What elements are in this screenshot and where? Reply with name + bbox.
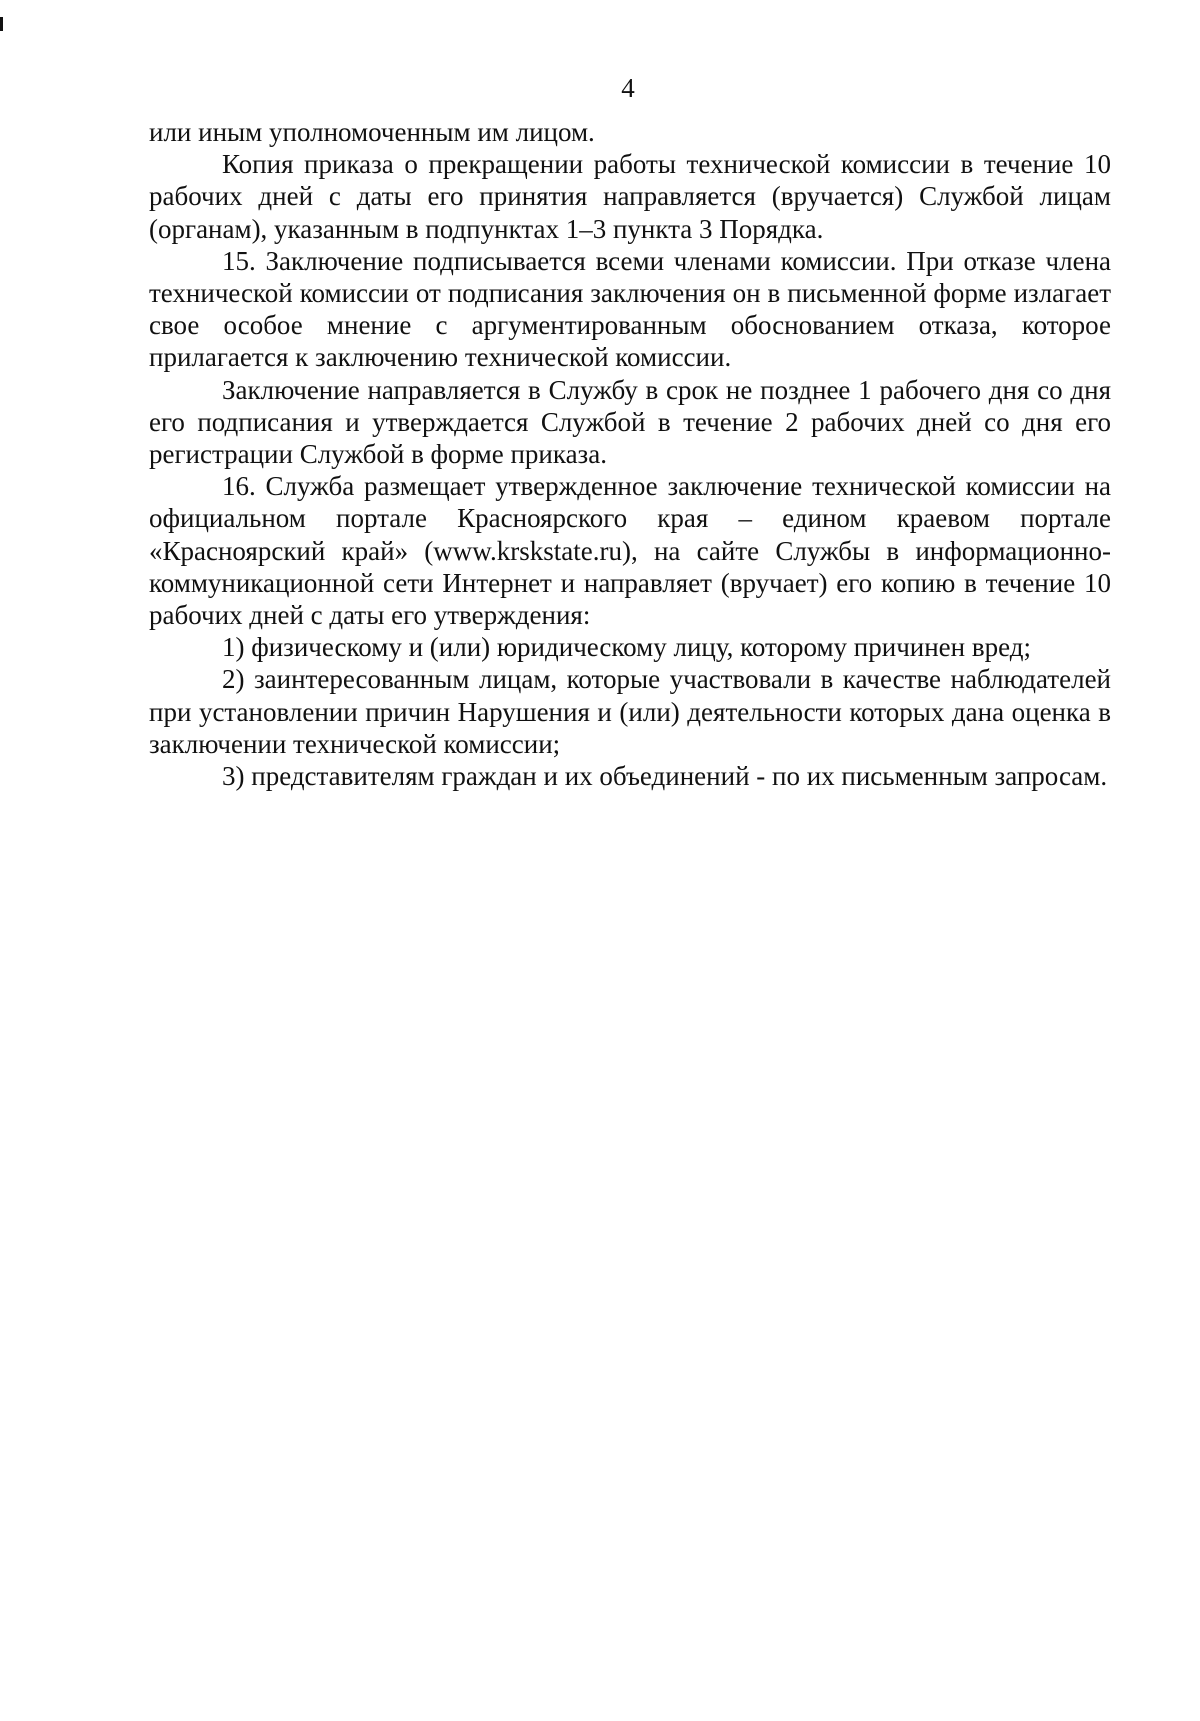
paragraph-clause-16: 16. Служба размещает утвержденное заключение технической комиссии на официальном портале Красноярского края – едином краевом портале «Красноярский край» (www.krskstate.ru), на сайте Службы в информационно-коммуникационной сети Интернет и направляет (вручает) его копию в течение 10 рабочих дней с даты его утверждения:	[149, 471, 1111, 631]
paragraph-continuation: или иным уполномоченным им лицом.	[149, 117, 595, 147]
scan-edge-mark	[0, 17, 3, 31]
paragraph-order-copy: Копия приказа о прекращении работы технической комиссии в течение 10 рабочих дней с даты его принятия направляется (вручается) Службой лицам (органам), указанным в подпунктах 1–3 пункта 3 Порядка.	[149, 149, 1111, 244]
paragraph-conclusion-sending: Заключение направляется в Службу в срок не позднее 1 рабочего дня со дня его подписания и утверждается Службой в течение 2 рабочих дней со дня его регистрации Службой в форме приказа.	[149, 374, 1111, 470]
document-body	[149, 116, 1111, 792]
page-number: 4	[621, 73, 635, 103]
paragraph-clause-15: 15. Заключение подписывается всеми членами комиссии. При отказе члена технической комиссии от подписания заключения он в письменной форме излагает свое особое мнение с аргументированным обоснованием отказа, которое прилагается к заключению технической комиссии.	[149, 245, 1111, 373]
list-item-2: 2) заинтересованным лицам, которые участвовали в качестве наблюдателей при установлении причин Нарушения и (или) деятельности которых дана оценка в заключении технической комиссии;	[149, 664, 1111, 759]
list-item-1: 1) физическому и (или) юридическому лицу, которому причинен вред;	[222, 632, 1031, 663]
list-item-3: 3) представителям граждан и их объединений - по их письменным запросам.	[222, 761, 1108, 792]
